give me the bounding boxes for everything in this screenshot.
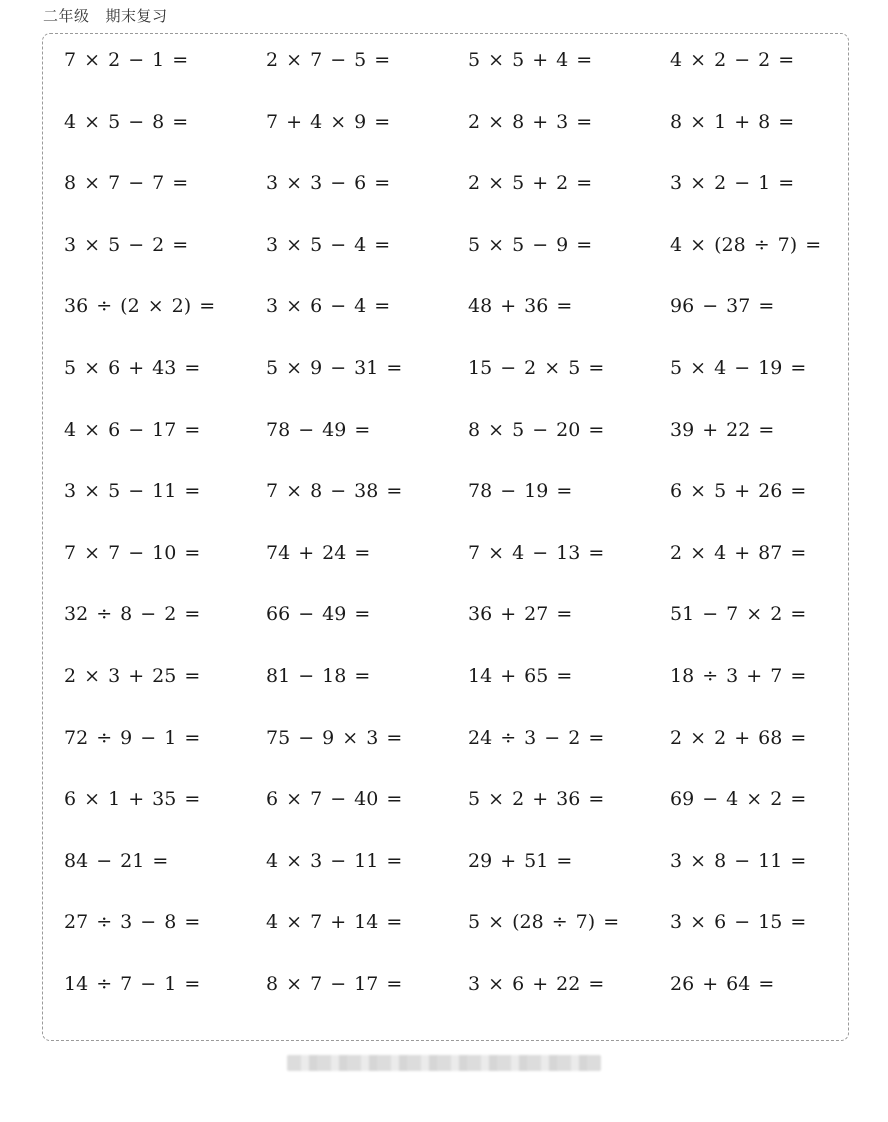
math-problem: 81 − 18 = — [266, 664, 371, 687]
math-problem: 74 + 24 = — [266, 541, 371, 564]
math-problem: 32 ÷ 8 − 2 = — [64, 603, 201, 626]
math-problem: 4 × 7 + 14 = — [266, 911, 403, 934]
math-problem: 5 × 4 − 19 = — [670, 356, 807, 379]
math-problem: 8 × 7 − 7 = — [64, 172, 189, 195]
math-problem: 39 + 22 = — [670, 418, 775, 441]
math-problem: 6 × 7 − 40 = — [266, 788, 403, 811]
problem-row — [64, 30, 864, 92]
math-problem: 96 − 37 = — [670, 295, 775, 318]
math-problem: 5 × 9 − 31 = — [266, 356, 403, 379]
problem-row — [64, 461, 864, 523]
problem-row — [64, 769, 864, 831]
math-problem: 7 × 2 − 1 = — [64, 49, 189, 71]
math-problem: 2 × 8 + 3 = — [468, 110, 593, 133]
math-problem: 84 − 21 = — [64, 849, 169, 872]
problem-row — [64, 400, 864, 462]
math-problem: 3 × 3 − 6 = — [266, 172, 391, 195]
math-problem: 72 ÷ 9 − 1 = — [64, 726, 201, 749]
math-problem: 69 − 4 × 2 = — [670, 788, 807, 811]
math-problem: 3 × 6 − 15 = — [670, 911, 807, 934]
math-problem: 2 × 3 + 25 = — [64, 664, 201, 687]
math-problem: 7 × 8 − 38 = — [266, 480, 403, 503]
math-problem: 4 × 2 − 2 = — [670, 49, 795, 71]
subject-label: 期末复习 — [105, 7, 168, 25]
math-problem: 2 × 2 + 68 = — [670, 726, 807, 749]
math-problem: 4 × (28 ÷ 7) = — [670, 233, 822, 256]
math-problem: 36 ÷ (2 × 2) = — [64, 295, 216, 318]
grade-label: 二年级 — [43, 7, 90, 25]
math-problem: 51 − 7 × 2 = — [670, 603, 807, 626]
math-problem: 8 × 7 − 17 = — [266, 972, 403, 995]
math-problem: 4 × 6 − 17 = — [64, 418, 201, 441]
math-problem: 3 × 8 − 11 = — [670, 849, 807, 872]
math-problem: 2 × 4 + 87 = — [670, 541, 807, 564]
math-problem: 26 + 64 = — [670, 972, 775, 995]
problem-row — [64, 523, 864, 585]
math-problem: 6 × 5 + 26 = — [670, 480, 807, 503]
math-problem: 8 × 1 + 8 = — [670, 110, 795, 133]
math-problem: 6 × 1 + 35 = — [64, 788, 201, 811]
page-header — [43, 5, 168, 26]
problem-row — [64, 954, 864, 1016]
math-problem: 8 × 5 − 20 = — [468, 418, 605, 441]
math-problem: 5 × 6 + 43 = — [64, 356, 201, 379]
blurred-watermark — [287, 1055, 601, 1071]
problem-row — [64, 338, 864, 400]
math-problem: 66 − 49 = — [266, 603, 371, 626]
math-problem: 24 ÷ 3 − 2 = — [468, 726, 605, 749]
math-problem: 15 − 2 × 5 = — [468, 356, 605, 379]
math-problem: 29 + 51 = — [468, 849, 573, 872]
math-problem: 5 × 5 − 9 = — [468, 233, 593, 256]
math-problem: 4 × 5 − 8 = — [64, 110, 189, 133]
problem-row — [64, 215, 864, 277]
math-problem: 3 × 5 − 2 = — [64, 233, 189, 256]
math-problem: 5 × 5 + 4 = — [468, 49, 593, 71]
problem-row — [64, 646, 864, 708]
problem-row — [64, 153, 864, 215]
math-problem: 7 + 4 × 9 = — [266, 110, 391, 133]
math-problem: 27 ÷ 3 − 8 = — [64, 911, 201, 934]
math-problem: 2 × 7 − 5 = — [266, 49, 391, 71]
problem-row — [64, 892, 864, 954]
math-problem: 75 − 9 × 3 = — [266, 726, 403, 749]
math-problem: 3 × 5 − 4 = — [266, 233, 391, 256]
math-problem: 78 − 49 = — [266, 418, 371, 441]
math-problem: 14 ÷ 7 − 1 = — [64, 972, 201, 995]
math-problem: 48 + 36 = — [468, 295, 573, 318]
math-problem: 3 × 2 − 1 = — [670, 172, 795, 195]
problem-grid — [64, 30, 864, 1016]
math-problem: 5 × (28 ÷ 7) = — [468, 911, 620, 934]
math-problem: 3 × 5 − 11 = — [64, 480, 201, 503]
problem-row — [64, 276, 864, 338]
math-problem: 78 − 19 = — [468, 480, 573, 503]
math-problem: 18 ÷ 3 + 7 = — [670, 664, 807, 687]
math-problem: 14 + 65 = — [468, 664, 573, 687]
problem-row — [64, 831, 864, 893]
math-problem: 4 × 3 − 11 = — [266, 849, 403, 872]
problem-row — [64, 92, 864, 154]
math-problem: 36 + 27 = — [468, 603, 573, 626]
problem-row — [64, 708, 864, 770]
math-problem: 2 × 5 + 2 = — [468, 172, 593, 195]
math-problem: 3 × 6 + 22 = — [468, 972, 605, 995]
math-problem: 5 × 2 + 36 = — [468, 788, 605, 811]
math-problem: 7 × 7 − 10 = — [64, 541, 201, 564]
math-problem: 3 × 6 − 4 = — [266, 295, 391, 318]
math-problem: 7 × 4 − 13 = — [468, 541, 605, 564]
problem-row — [64, 584, 864, 646]
